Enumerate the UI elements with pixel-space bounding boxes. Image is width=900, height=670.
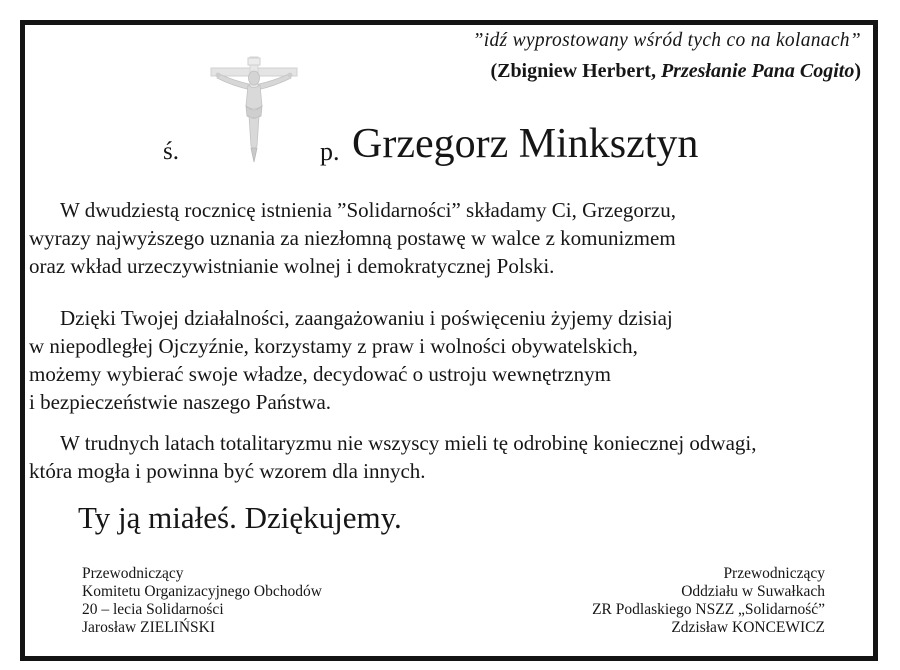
attribution-work-title: Przesłanie Pana Cogito <box>660 60 855 82</box>
paragraph-2-line-3: możemy wybierać swoje władze, decydować o ustroju wewnętrznym <box>29 362 611 386</box>
abbrev-s: ś. <box>163 138 179 165</box>
paragraph-2-line-1: Dzięki Twojej działalności, zaangażowaniu i poświęceniu żyjemy dzisiaj <box>60 306 673 330</box>
paragraph-2-line-4: i bezpieczeństwie naszego Państwa. <box>29 390 332 414</box>
paragraph-2-line-2: w niepodległej Ojczyźnie, korzystamy z praw i wolności obywatelskich, <box>29 334 638 358</box>
paragraph-2 <box>29 304 869 416</box>
paragraph-1 <box>29 196 869 280</box>
left-sig-org-1: Komitetu Organizacyjnego Obchodów <box>82 583 322 600</box>
herbert-quote: ”idź wyprostowany wśród tych co na kolanach” <box>472 30 861 51</box>
right-sig-role: Przewodniczący <box>723 565 825 582</box>
right-sig-org-1: Oddziału w Suwałkach <box>681 583 825 600</box>
paragraph-3-line-2: która mogła i powinna być wzorem dla innych. <box>29 459 426 483</box>
paragraph-3 <box>29 429 869 485</box>
paragraph-3-line-1: W trudnych latach totalitaryzmu nie wszyscy mieli tę odrobinę koniecznej odwagi, <box>60 431 757 455</box>
paragraph-1-line-1: W dwudziestą rocznicę istnienia ”Solidarności” składamy Ci, Grzegorzu, <box>60 198 676 222</box>
paragraph-1-line-2: wyrazy najwyższego uznania za niezłomną postawę w walce z komunizmem <box>29 226 676 250</box>
signature-block-right <box>592 565 825 637</box>
certificate-border <box>20 20 878 661</box>
right-sig-org-2: ZR Podlaskiego NSZZ „Solidarność” <box>592 601 825 618</box>
attribution-closing-paren: ) <box>854 60 861 82</box>
signature-block-left <box>82 565 322 637</box>
deceased-name: Grzegorz Minksztyn <box>352 121 699 167</box>
crucifix-icon <box>207 54 301 166</box>
left-sig-org-2: 20 – lecia Solidarności <box>82 601 224 618</box>
abbrev-p: p. <box>320 137 340 166</box>
left-sig-role: Przewodniczący <box>82 565 184 582</box>
paragraph-1-line-3: oraz wkład urzeczywistnianie wolnej i demokratycznej Polski. <box>29 254 555 278</box>
right-sig-name: Zdzisław KONCEWICZ <box>671 619 825 636</box>
quote-attribution <box>490 60 861 83</box>
closing-statement: Ty ją miałeś. Dziękujemy. <box>78 500 402 535</box>
attribution-author: (Zbigniew Herbert, <box>490 60 661 82</box>
left-sig-name: Jarosław ZIELIŃSKI <box>82 619 216 636</box>
